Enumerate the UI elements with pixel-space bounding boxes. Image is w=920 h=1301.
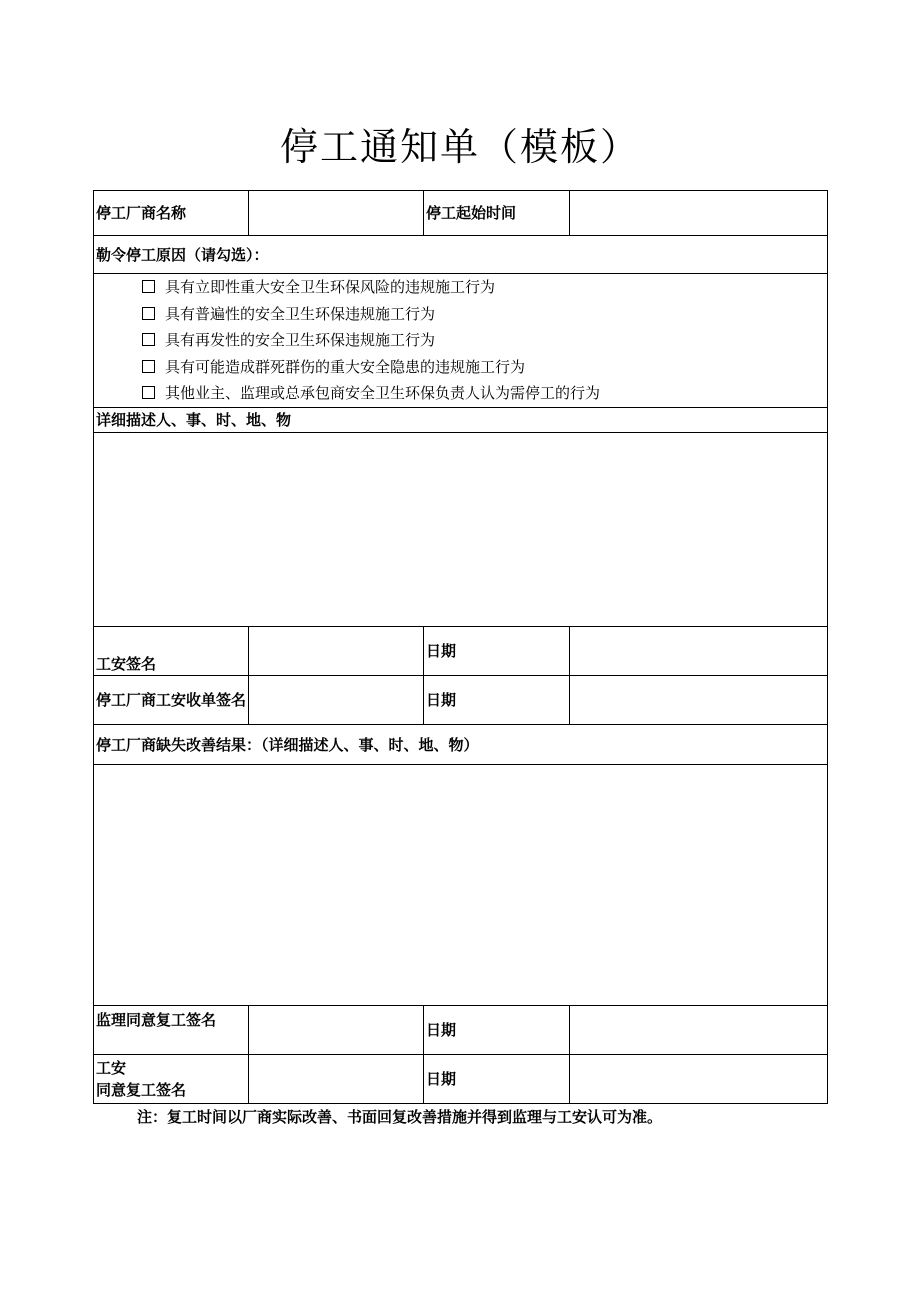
supervisor-resume-sign-label: 监理同意复工签名 bbox=[94, 1006, 249, 1055]
date-label: 日期 bbox=[424, 1055, 570, 1104]
improve-textarea[interactable] bbox=[94, 765, 828, 1006]
date-field[interactable] bbox=[570, 1055, 828, 1104]
date-label: 日期 bbox=[424, 627, 570, 676]
safety-sign-field[interactable] bbox=[249, 627, 424, 676]
vendor-receipt-sign-label: 停工厂商工安收单签名 bbox=[94, 676, 249, 725]
start-time-label: 停工起始时间 bbox=[424, 191, 570, 236]
supervisor-resume-sign-field[interactable] bbox=[249, 1006, 424, 1055]
detail-textarea[interactable] bbox=[94, 433, 828, 627]
reason-checklist bbox=[94, 274, 828, 408]
reason-option-label: 具有立即性重大安全卫生环保风险的违规施工行为 bbox=[165, 278, 496, 297]
checkbox-icon[interactable] bbox=[142, 307, 155, 320]
reason-option[interactable] bbox=[96, 301, 825, 328]
checkbox-icon[interactable] bbox=[142, 386, 155, 399]
vendor-name-field[interactable] bbox=[249, 191, 424, 236]
date-label: 日期 bbox=[424, 676, 570, 725]
safety-resume-sign-label bbox=[94, 1055, 249, 1104]
date-label: 日期 bbox=[424, 1006, 570, 1055]
date-field[interactable] bbox=[570, 676, 828, 725]
checkbox-icon[interactable] bbox=[142, 333, 155, 346]
date-field[interactable] bbox=[570, 1006, 828, 1055]
detail-header: 详细描述人、事、时、地、物 bbox=[94, 408, 828, 433]
reason-option-label: 具有可能造成群死群伤的重大安全隐患的违规施工行为 bbox=[165, 357, 526, 376]
reason-header: 勒令停工原因（请勾选）： bbox=[94, 236, 828, 274]
reason-option-label: 具有再发性的安全卫生环保违规施工行为 bbox=[165, 331, 436, 350]
vendor-name-label: 停工厂商名称 bbox=[94, 191, 249, 236]
reason-option-label: 具有普遍性的安全卫生环保违规施工行为 bbox=[165, 304, 436, 323]
footer-note: 注：复工时间以厂商实际改善、书面回复改善措施并得到监理与工安认可为准。 bbox=[137, 1108, 663, 1126]
date-field[interactable] bbox=[570, 627, 828, 676]
reason-option[interactable] bbox=[96, 274, 825, 301]
safety-resume-sign-field[interactable] bbox=[249, 1055, 424, 1104]
reason-option[interactable] bbox=[96, 380, 825, 407]
improve-header: 停工厂商缺失改善结果：（详细描述人、事、时、地、物） bbox=[94, 725, 828, 765]
page-title: 停工通知单（模板） bbox=[279, 125, 640, 169]
checkbox-icon[interactable] bbox=[142, 360, 155, 373]
start-time-field[interactable] bbox=[570, 191, 828, 236]
safety-sign-label: 工安签名 bbox=[94, 627, 249, 676]
vendor-receipt-sign-field[interactable] bbox=[249, 676, 424, 725]
notice-form bbox=[93, 190, 828, 1104]
reason-option[interactable] bbox=[96, 354, 825, 381]
checkbox-icon[interactable] bbox=[142, 280, 155, 293]
safety-resume-sign-label-line1: 工安 bbox=[96, 1059, 127, 1077]
reason-option-label: 其他业主、监理或总承包商安全卫生环保负责人认为需停工的行为 bbox=[165, 384, 601, 403]
reason-option[interactable] bbox=[96, 327, 825, 354]
safety-resume-sign-label-line2: 同意复工签名 bbox=[96, 1081, 187, 1099]
